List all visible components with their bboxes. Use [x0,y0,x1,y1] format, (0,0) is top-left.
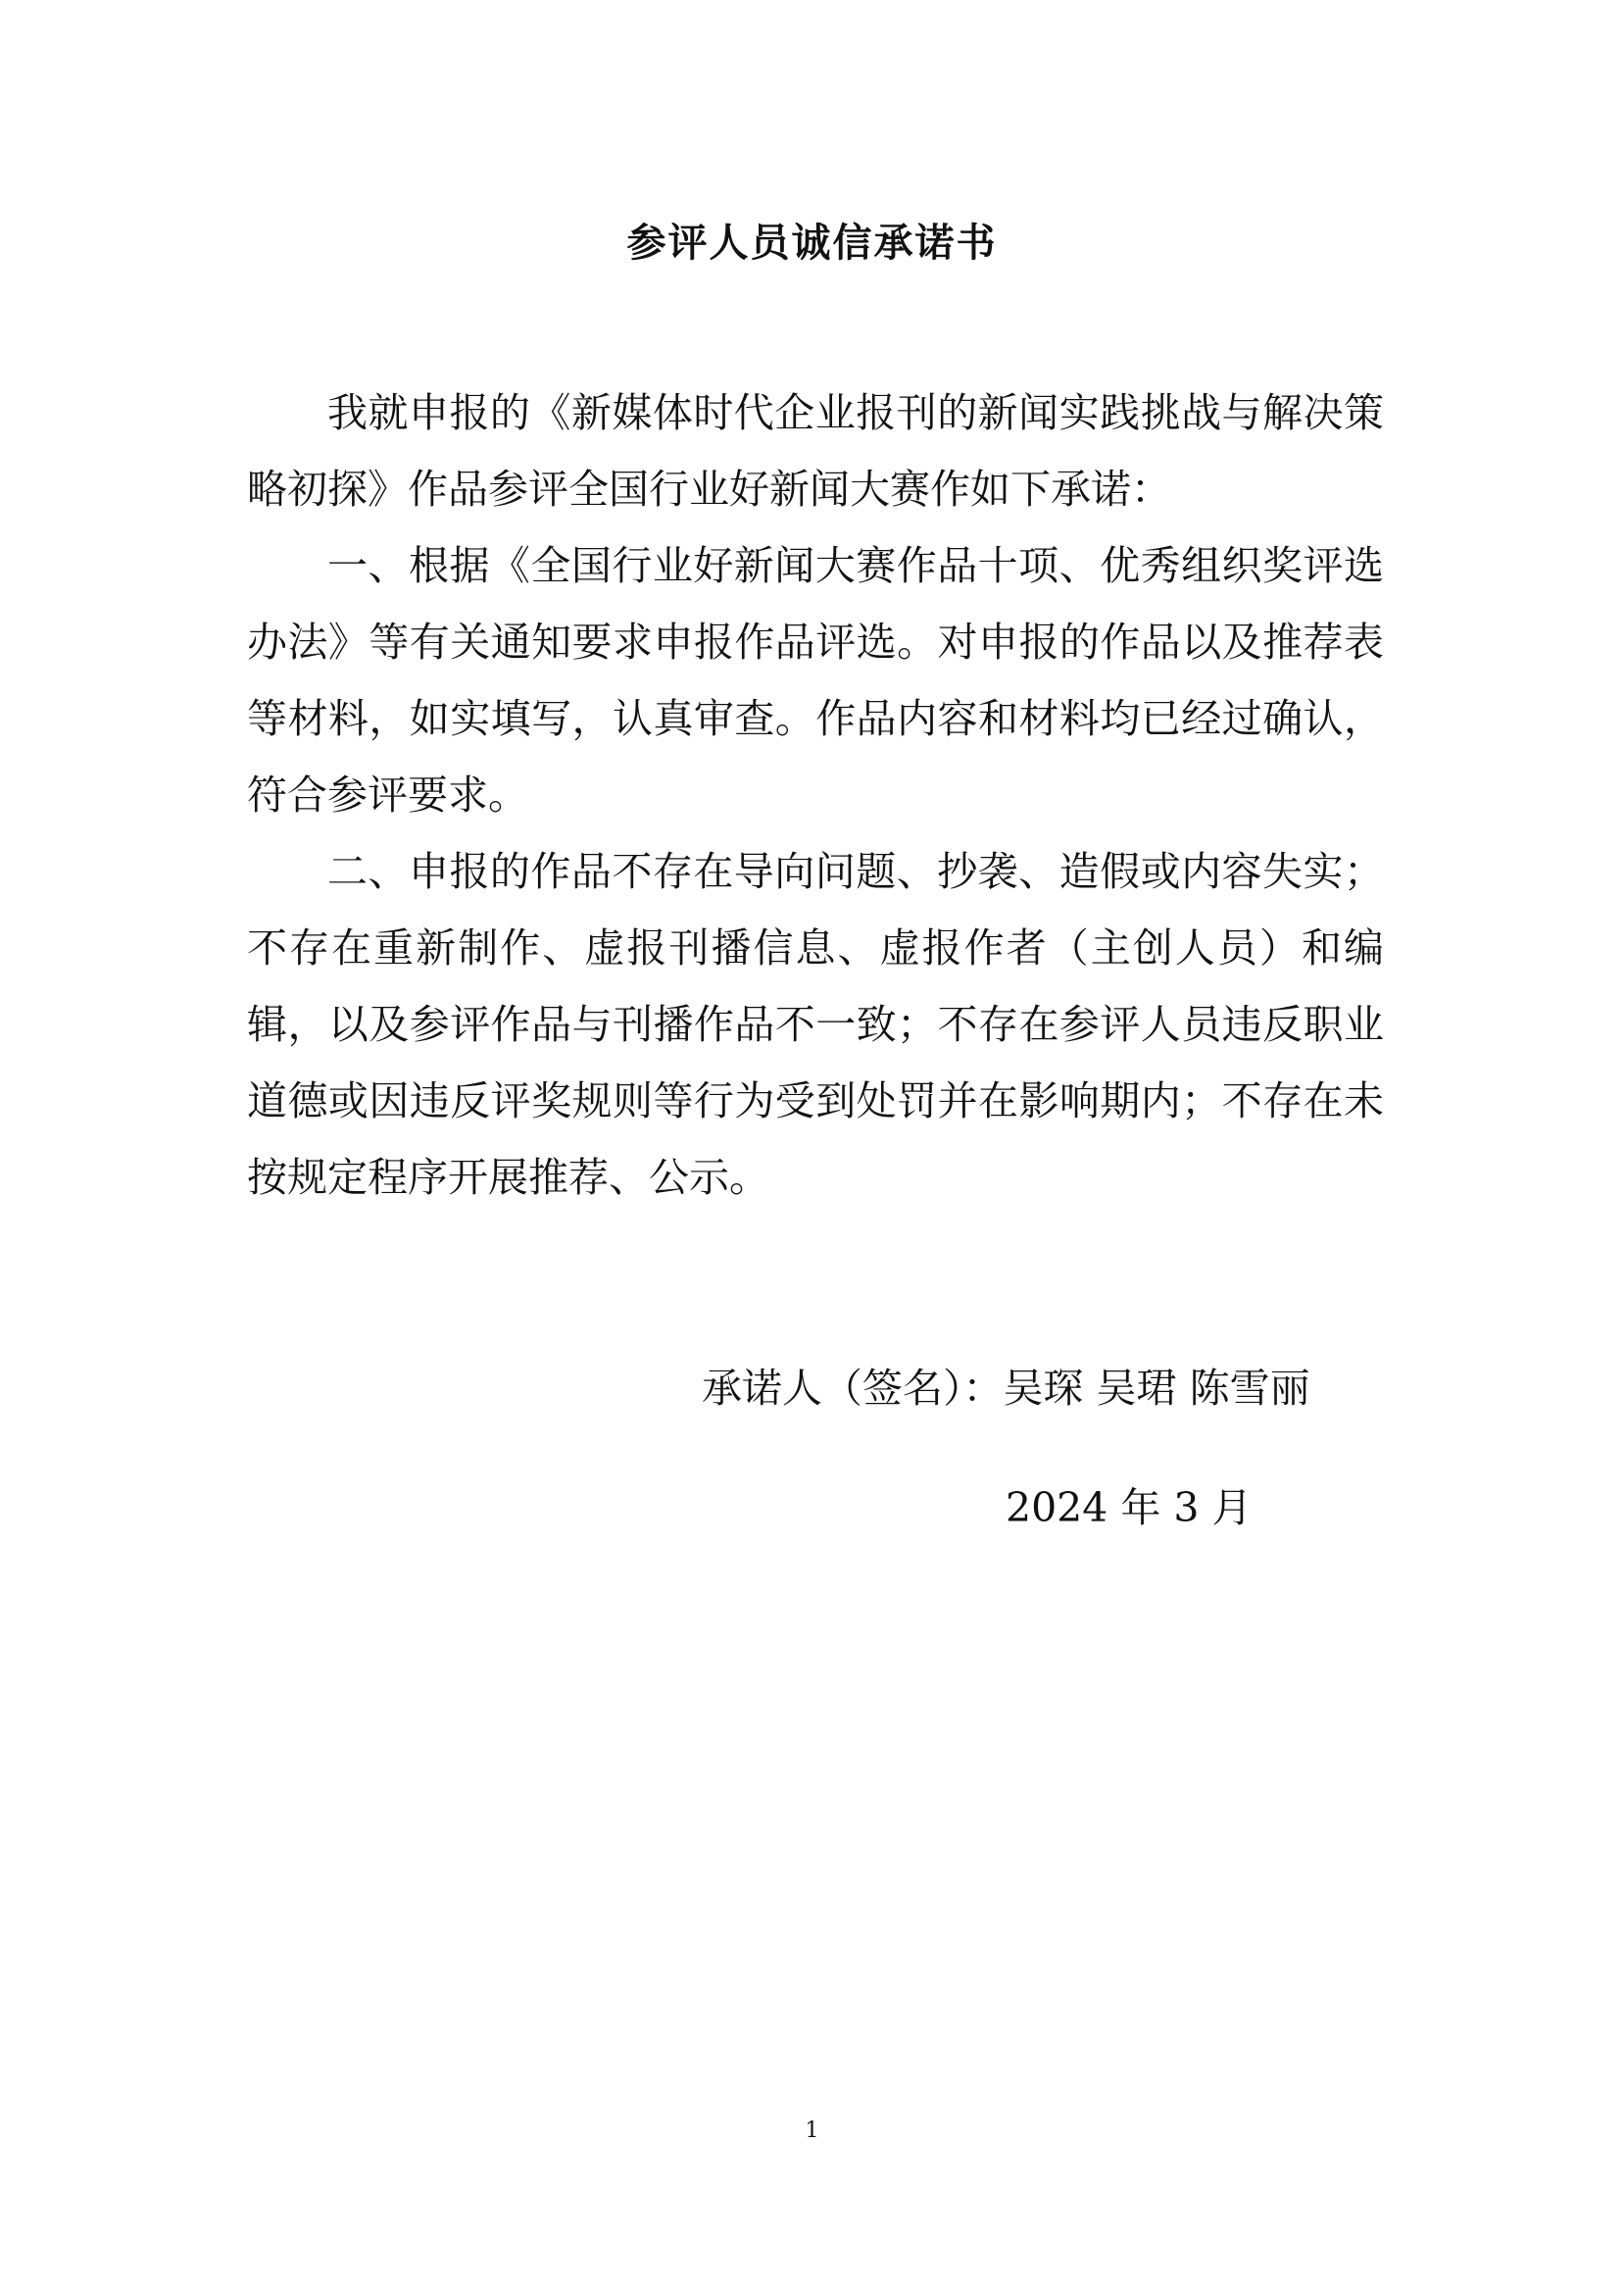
paragraph-intro: 我就申报的《新媒体时代企业报刊的新闻实践挑战与解决策略初探》作品参评全国行业好新闻大赛作如下承诺： [247,389,1384,513]
date-line: 2024 年 3 月 [1006,1484,1253,1531]
document-title: 参评人员诚信承诺书 [626,220,998,266]
page-number: 1 [805,2118,819,2143]
signature-line: 承诺人（签名）：吴琛 吴珺 陈雪丽 [702,1365,1310,1412]
paragraph-commitment-one: 一、根据《全国行业好新闻大赛作品十项、优秀组织奖评选办法》等有关通知要求申报作品评选。对申报的作品以及推荐表等材料，如实填写，认真审查。作品内容和材料均已经过确认，符合参评要求。 [247,542,1384,819]
document-body [247,374,1384,1216]
paragraph-commitment-two: 二、申报的作品不存在导向问题、抄袭、造假或内容失实；不存在重新制作、虚报刊播信息、虚报作者（主创人员）和编辑，以及参评作品与刊播作品不一致；不存在参评人员违反职业道德或因违反评奖规则等行为受到处罚并在影响期内；不存在未按规定程序开展推荐、公示。 [247,848,1384,1201]
